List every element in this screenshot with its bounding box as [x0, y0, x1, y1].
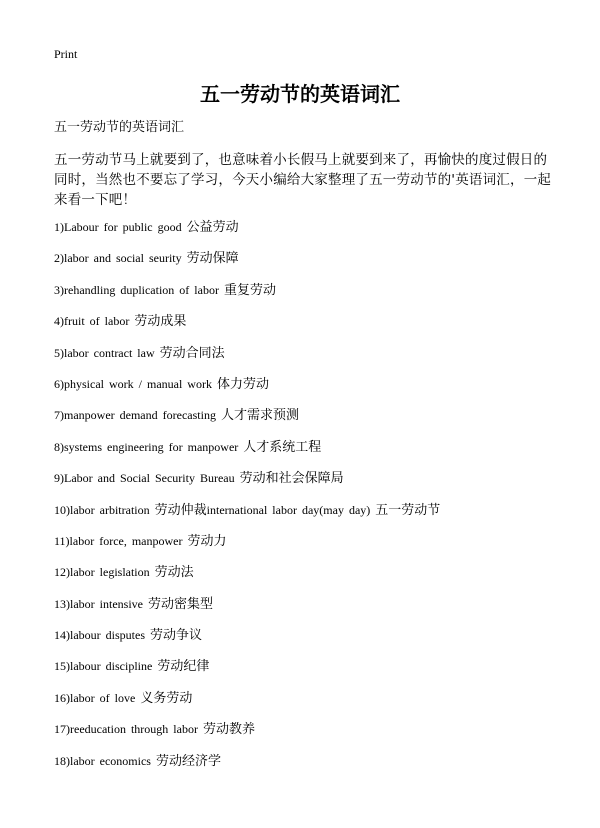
vocab-english: 1)Labour for public good [54, 220, 187, 234]
intro-paragraph: 五一劳动节马上就要到了，也意味着小长假马上就要到来了，再愉快的度过假日的同时，当然也不要忘了学习，今天小编给大家整理了五一劳动节的'英语词汇，一起来看一下吧！ [54, 152, 552, 208]
vocab-english: 4)fruit of labor [54, 314, 135, 329]
list-item [54, 593, 554, 624]
list-item [54, 310, 554, 341]
vocab-english: 7)manpower demand forecasting [54, 408, 221, 423]
document-title: 五一劳动节的英语词汇 [200, 82, 400, 106]
vocab-chinese: 劳动经济学 [155, 753, 221, 769]
vocab-english: 5)labor contract law [54, 345, 160, 360]
vocab-english: 2)labor and social seurity [54, 251, 187, 266]
list-item [54, 561, 554, 592]
vocab-english: 3)rehandling duplication of labor [54, 282, 224, 297]
vocab-english: 15)labour discipline [54, 659, 158, 674]
vocab-english: international labor day(may day) [206, 502, 376, 517]
vocab-english: 6)physical work / manual work [54, 376, 217, 391]
vocab-english: 13)labor intensive [54, 596, 148, 611]
vocab-chinese: 重复劳动 [223, 282, 276, 298]
vocab-chinese: 劳动合同法 [159, 345, 225, 361]
list-item [54, 750, 554, 781]
vocab-chinese: 劳动成果 [134, 314, 187, 330]
vocab-english: 17)reeducation through labor [54, 722, 203, 737]
vocab-chinese: 义务劳动 [140, 690, 193, 706]
list-item [54, 499, 554, 530]
vocab-english: 12)labor legislation [54, 565, 155, 580]
vocab-chinese: 劳动法 [154, 565, 194, 581]
list-item [54, 373, 554, 404]
vocab-chinese: 劳动纪律 [157, 659, 210, 675]
list-item [54, 655, 554, 686]
list-item [54, 436, 554, 467]
list-item [54, 530, 554, 561]
list-item [54, 342, 554, 373]
list-item [54, 279, 554, 310]
vocab-chinese: 人才系统工程 [243, 439, 322, 455]
document-subtitle: 五一劳动节的英语词汇 [54, 120, 185, 135]
list-item [54, 687, 554, 718]
vocab-chinese: 公益劳动 [186, 220, 239, 235]
vocab-english: 14)labour disputes [54, 628, 150, 643]
vocab-chinese: 体力劳动 [216, 376, 269, 392]
vocab-english: 11)labor force, manpower [54, 533, 188, 548]
vocab-chinese: 劳动争议 [150, 628, 203, 644]
list-item [54, 718, 554, 749]
vocab-chinese: 劳动和社会保障局 [239, 471, 344, 487]
vocab-chinese: 劳动仲裁 [154, 502, 207, 518]
vocab-chinese: 劳动密集型 [147, 596, 213, 612]
vocab-chinese: 劳动教养 [202, 722, 255, 738]
list-item [54, 404, 554, 435]
vocab-english: 18)labor economics [54, 753, 156, 768]
vocab-chinese: 人才需求预测 [220, 408, 299, 424]
vocab-chinese: 五一劳动节 [375, 502, 441, 518]
list-item [54, 247, 554, 278]
vocab-english: 9)Labor and Social Security Bureau [54, 471, 240, 486]
print-label: Print [54, 47, 78, 61]
list-item [54, 467, 554, 498]
vocab-english: 16)labor of love [54, 690, 141, 705]
vocab-english: 8)systems engineering for manpower [54, 439, 244, 454]
vocab-chinese: 劳动保障 [186, 251, 239, 267]
list-item [54, 624, 554, 655]
vocab-english: 10)labor arbitration [54, 502, 155, 517]
list-item [54, 216, 554, 247]
vocabulary-list [54, 216, 554, 781]
vocab-chinese: 劳动力 [187, 533, 227, 549]
